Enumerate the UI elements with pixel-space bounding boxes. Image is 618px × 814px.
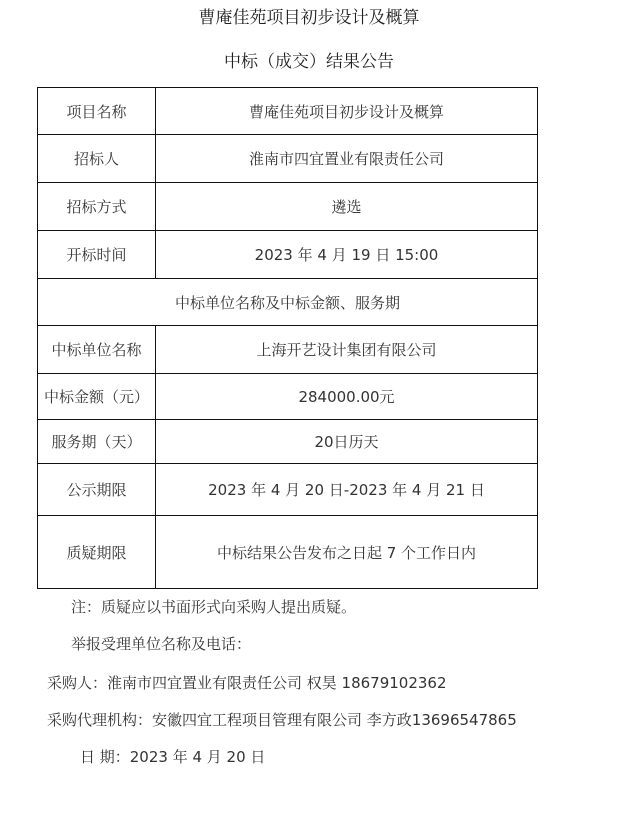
table-row: [38, 516, 538, 589]
table-row: [38, 88, 538, 135]
project-name-value: 曹庵佳苑项目初步设计及概算: [156, 88, 538, 135]
report-heading: 举报受理单位名称及电话：: [71, 635, 252, 653]
publish-date: 日 期：2023 年 4 月 20 日: [80, 748, 266, 766]
table-row: [38, 464, 538, 516]
query-value: 中标结果公告发布之日起 7 个工作日内: [156, 516, 538, 589]
agency-contact: 采购代理机构：安徽四宜工程项目管理有限公司 李方政13696547865: [47, 711, 517, 729]
announcement-subtitle: 中标（成交）结果公告: [224, 52, 394, 72]
open-time-value: 2023 年 4 月 19 日 15:00: [156, 231, 538, 279]
winner-label: 中标单位名称: [38, 326, 156, 374]
section-header: 中标单位名称及中标金额、服务期: [38, 279, 538, 326]
note-text: 注：质疑应以书面形式向采购人提出质疑。: [71, 598, 357, 616]
table-row: [38, 279, 538, 326]
table-row: [38, 374, 538, 420]
table-row: [38, 231, 538, 279]
winner-value: 上海开艺设计集团有限公司: [156, 326, 538, 374]
tenderer-value: 淮南市四宜置业有限责任公司: [156, 135, 538, 183]
publicity-value: 2023 年 4 月 20 日-2023 年 4 月 21 日: [156, 464, 538, 516]
announcement-title: 曹庵佳苑项目初步设计及概算: [198, 8, 420, 28]
query-label: 质疑期限: [38, 516, 156, 589]
table-row: [38, 135, 538, 183]
table-row: [38, 420, 538, 464]
table-row: [38, 183, 538, 231]
amount-label: 中标金额（元）: [38, 374, 156, 420]
result-table: [37, 87, 538, 589]
tenderer-label: 招标人: [38, 135, 156, 183]
purchaser-contact: 采购人：淮南市四宜置业有限责任公司 权昊 18679102362: [47, 674, 447, 692]
service-value: 20日历天: [156, 420, 538, 464]
open-time-label: 开标时间: [38, 231, 156, 279]
amount-value: 284000.00元: [156, 374, 538, 420]
publicity-label: 公示期限: [38, 464, 156, 516]
method-label: 招标方式: [38, 183, 156, 231]
method-value: 遴选: [156, 183, 538, 231]
project-name-label: 项目名称: [38, 88, 156, 135]
service-label: 服务期（天）: [38, 420, 156, 464]
table-row: [38, 326, 538, 374]
